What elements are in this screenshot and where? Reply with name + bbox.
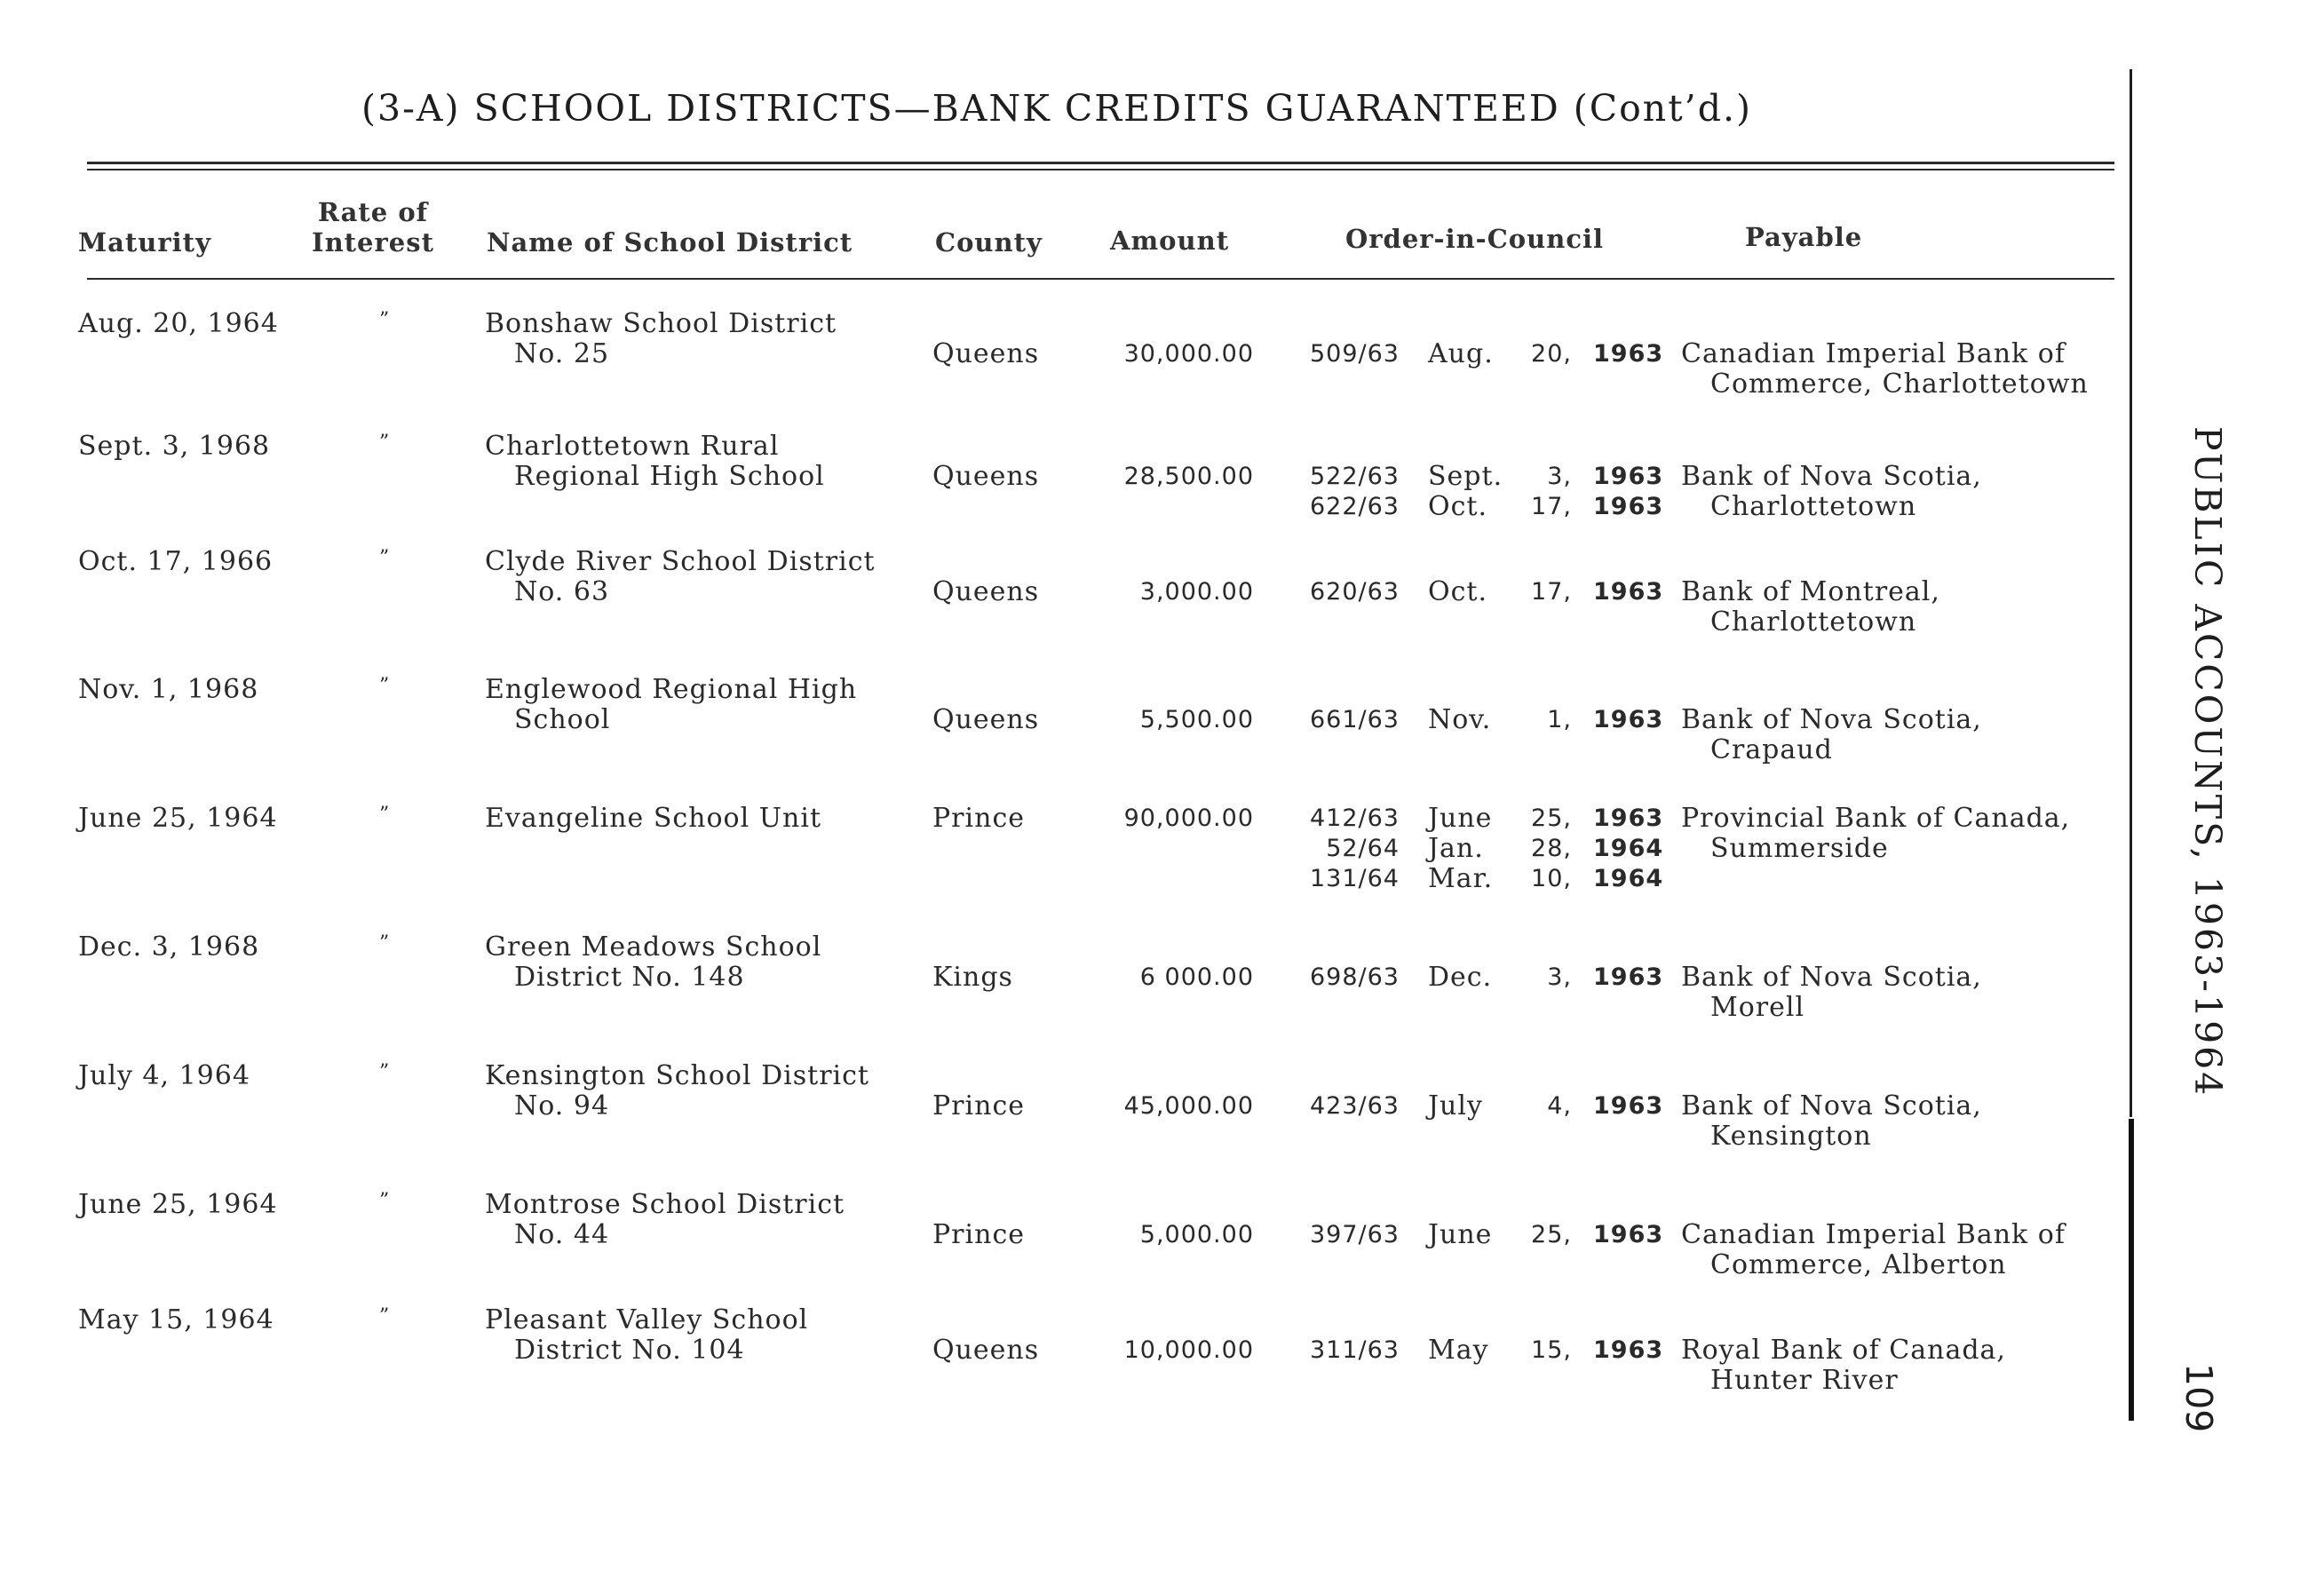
amount: 6 000.00 — [1139, 963, 1254, 991]
order-month: Jan. — [1428, 833, 1484, 864]
amount: 28,500.00 — [1123, 463, 1254, 490]
maturity-date: Aug. 20, 1964 — [78, 308, 279, 339]
order-day: 10, — [1531, 865, 1572, 892]
payable-bank: Hunter River — [1710, 1365, 1899, 1396]
payable-bank: Charlottetown — [1710, 491, 1917, 522]
school-district-name: District No. 148 — [514, 962, 745, 993]
maturity-date: July 4, 1964 — [78, 1060, 250, 1091]
order-number: 509/63 — [1310, 340, 1400, 368]
county: Queens — [932, 338, 1040, 369]
order-number: 52/64 — [1326, 835, 1400, 862]
school-district-name: No. 44 — [514, 1219, 610, 1250]
order-number: 423/63 — [1310, 1092, 1400, 1120]
order-month: June — [1428, 803, 1493, 834]
rate-ditto: ” — [379, 932, 391, 955]
order-month: Aug. — [1428, 338, 1494, 369]
county: Prince — [932, 1090, 1025, 1121]
payable-bank: Bank of Montreal, — [1681, 576, 1940, 607]
margin-rule — [2130, 69, 2132, 1117]
rate-ditto: ” — [379, 1190, 391, 1212]
order-day: 3, — [1547, 463, 1572, 490]
amount: 3,000.00 — [1139, 578, 1254, 606]
school-district-name: No. 94 — [514, 1090, 610, 1121]
order-number: 131/64 — [1310, 865, 1400, 892]
order-number: 698/63 — [1310, 963, 1400, 991]
payable-bank: Bank of Nova Scotia, — [1681, 704, 1982, 735]
page-number: 109 — [2177, 1363, 2220, 1433]
order-year: 1963 — [1593, 804, 1664, 832]
order-month: Sept. — [1428, 461, 1503, 492]
order-number: 622/63 — [1310, 493, 1400, 520]
rate-ditto: ” — [379, 547, 391, 569]
payable-bank: Kensington — [1710, 1121, 1872, 1152]
order-number: 522/63 — [1310, 463, 1400, 490]
rate-ditto: ” — [379, 1305, 391, 1327]
order-day: 1, — [1547, 706, 1572, 733]
payable-bank: Bank of Nova Scotia, — [1681, 461, 1982, 492]
order-year: 1963 — [1593, 1092, 1664, 1120]
order-year: 1963 — [1593, 340, 1664, 368]
order-month: July — [1428, 1090, 1483, 1121]
school-district-name: Montrose School District — [485, 1189, 845, 1220]
order-year: 1963 — [1593, 578, 1664, 606]
header-order-in-council: Order-in-Council — [1345, 224, 1605, 254]
rate-ditto: ” — [379, 804, 391, 826]
payable-bank: Morell — [1710, 992, 1805, 1023]
order-month: Dec. — [1428, 962, 1493, 993]
school-district-name: School — [514, 704, 611, 735]
payable-bank: Bank of Nova Scotia, — [1681, 1090, 1982, 1121]
maturity-date: May 15, 1964 — [78, 1304, 274, 1335]
school-district-name: Kensington School District — [485, 1060, 869, 1091]
order-day: 15, — [1531, 1336, 1572, 1364]
payable-bank: Summerside — [1710, 833, 1889, 864]
top-rule-secondary — [87, 169, 2114, 170]
running-title: PUBLIC ACCOUNTS, 1963-1964 — [2186, 426, 2229, 1098]
payable-bank: Crapaud — [1710, 734, 1833, 765]
order-year: 1963 — [1593, 706, 1664, 733]
order-day: 17, — [1531, 578, 1572, 606]
school-district-name: Charlottetown Rural — [485, 431, 780, 462]
school-district-name: No. 63 — [514, 576, 610, 607]
order-number: 661/63 — [1310, 706, 1400, 733]
order-month: Mar. — [1428, 863, 1494, 894]
header-name: Name of School District — [487, 227, 853, 258]
rate-ditto: ” — [379, 432, 391, 454]
county: Queens — [932, 576, 1040, 607]
header-payable: Payable — [1745, 222, 1863, 252]
margin-rule-bold — [2129, 1119, 2134, 1421]
amount: 10,000.00 — [1123, 1336, 1254, 1364]
amount: 5,500.00 — [1139, 706, 1254, 733]
payable-bank: Commerce, Alberton — [1710, 1249, 2007, 1280]
order-month: Oct. — [1428, 576, 1487, 607]
order-number: 620/63 — [1310, 578, 1400, 606]
county: Queens — [932, 461, 1040, 492]
payable-bank: Bank of Nova Scotia, — [1681, 962, 1982, 993]
order-day: 3, — [1547, 963, 1572, 991]
payable-bank: Provincial Bank of Canada, — [1681, 803, 2071, 834]
order-day: 17, — [1531, 493, 1572, 520]
rate-ditto: ” — [379, 1061, 391, 1083]
page-title: (3-A) SCHOOL DISTRICTS—BANK CREDITS GUARANTEED (Cont’d.) — [361, 87, 1752, 130]
amount: 30,000.00 — [1123, 340, 1254, 368]
rate-ditto: ” — [379, 309, 391, 331]
maturity-date: Dec. 3, 1968 — [78, 931, 260, 963]
maturity-date: Nov. 1, 1968 — [78, 674, 259, 705]
payable-bank: Royal Bank of Canada, — [1681, 1335, 2006, 1366]
header-rate: Rate of Interest — [312, 197, 434, 258]
school-district-name: Evangeline School Unit — [485, 803, 821, 834]
school-district-name: Bonshaw School District — [485, 308, 837, 339]
county: Kings — [932, 962, 1013, 993]
school-district-name: Green Meadows School — [485, 931, 822, 963]
header-rule — [87, 278, 2114, 280]
maturity-date: Sept. 3, 1968 — [78, 431, 271, 462]
order-month: June — [1428, 1219, 1493, 1250]
order-year: 1963 — [1593, 1221, 1664, 1248]
header-amount: Amount — [1110, 226, 1230, 256]
order-day: 25, — [1531, 804, 1572, 832]
county: Prince — [932, 803, 1025, 834]
payable-bank: Charlottetown — [1710, 606, 1917, 638]
order-day: 25, — [1531, 1221, 1572, 1248]
order-year: 1963 — [1593, 463, 1664, 490]
amount: 90,000.00 — [1123, 804, 1254, 832]
payable-bank: Commerce, Charlottetown — [1710, 368, 2089, 400]
header-county: County — [935, 227, 1043, 258]
school-district-name: District No. 104 — [514, 1335, 745, 1366]
order-number: 412/63 — [1310, 804, 1400, 832]
order-number: 397/63 — [1310, 1221, 1400, 1248]
amount: 5,000.00 — [1139, 1221, 1254, 1248]
county: Queens — [932, 704, 1040, 735]
rate-ditto: ” — [379, 675, 391, 697]
maturity-date: June 25, 1964 — [78, 1189, 278, 1220]
order-year: 1963 — [1593, 493, 1664, 520]
maturity-date: June 25, 1964 — [78, 803, 278, 834]
top-rule — [87, 162, 2114, 164]
order-day: 28, — [1531, 835, 1572, 862]
order-year: 1964 — [1593, 835, 1664, 862]
order-year: 1964 — [1593, 865, 1664, 892]
school-district-name: Englewood Regional High — [485, 674, 858, 705]
payable-bank: Canadian Imperial Bank of — [1681, 1219, 2066, 1250]
payable-bank: Canadian Imperial Bank of — [1681, 338, 2066, 369]
school-district-name: Regional High School — [514, 461, 825, 492]
order-month: Nov. — [1428, 704, 1492, 735]
amount: 45,000.00 — [1123, 1092, 1254, 1120]
order-day: 20, — [1531, 340, 1572, 368]
school-district-name: Clyde River School District — [485, 546, 876, 577]
order-number: 311/63 — [1310, 1336, 1400, 1364]
school-district-name: Pleasant Valley School — [485, 1304, 809, 1335]
school-district-name: No. 25 — [514, 338, 610, 369]
order-day: 4, — [1547, 1092, 1572, 1120]
county: Queens — [932, 1335, 1040, 1366]
maturity-date: Oct. 17, 1966 — [78, 546, 274, 577]
order-year: 1963 — [1593, 963, 1664, 991]
order-month: Oct. — [1428, 491, 1487, 522]
county: Prince — [932, 1219, 1025, 1250]
order-year: 1963 — [1593, 1336, 1664, 1364]
order-month: May — [1428, 1335, 1489, 1366]
header-maturity: Maturity — [78, 227, 211, 258]
